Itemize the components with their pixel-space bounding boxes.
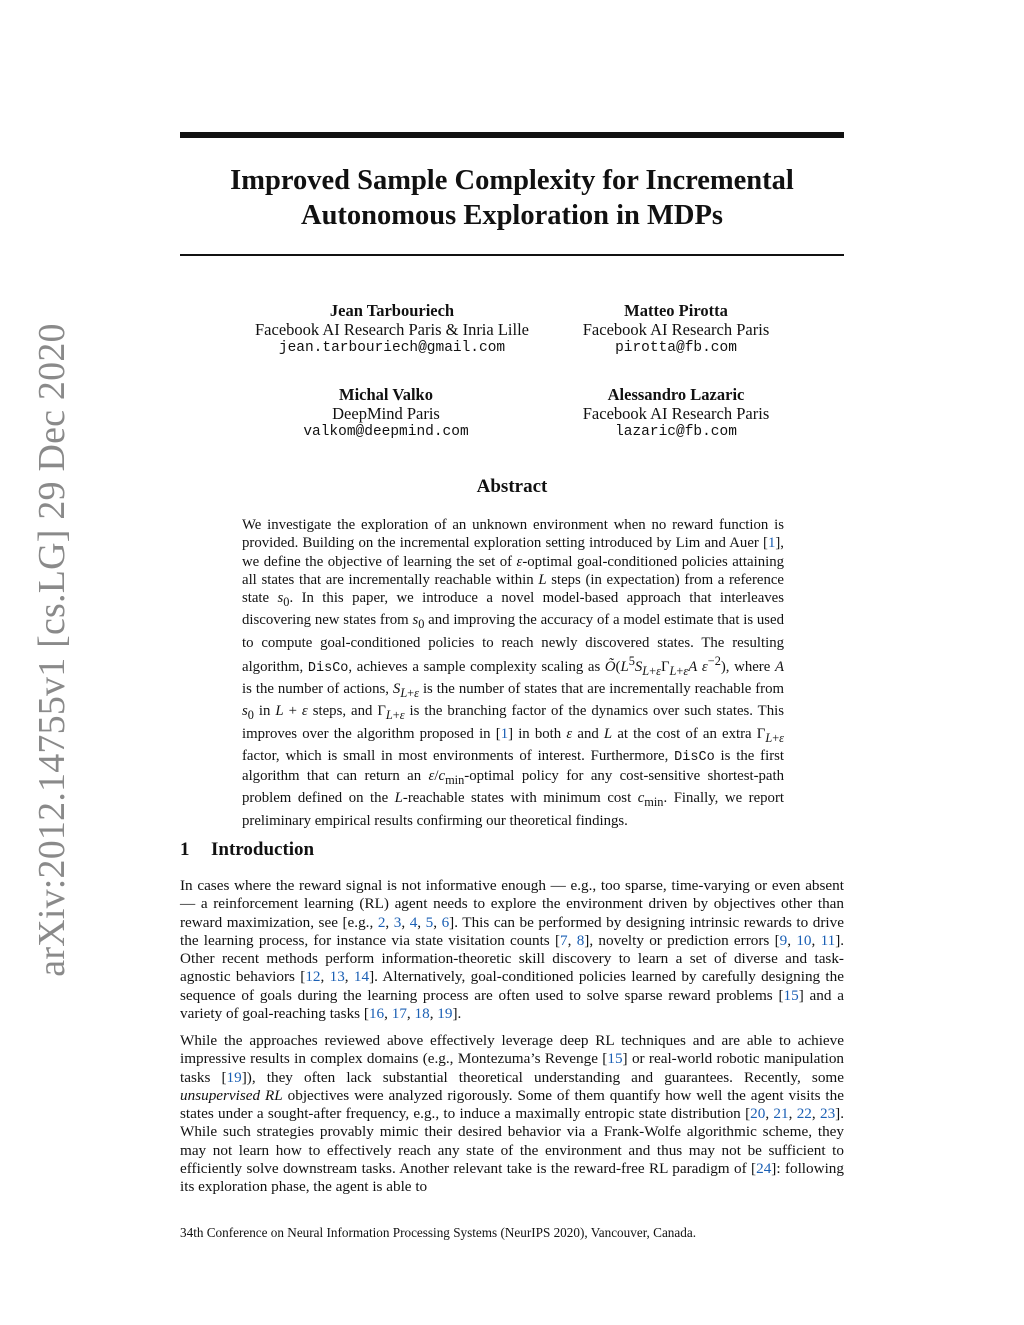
citation-link[interactable]: 14	[353, 968, 370, 986]
citation-link[interactable]: 10	[796, 931, 812, 949]
author-name: Matteo Pirotta	[624, 301, 728, 320]
section-number: 1	[180, 839, 190, 860]
author-block-2	[570, 301, 782, 358]
title-top-rule	[180, 132, 844, 138]
citation-link[interactable]: 8	[576, 931, 585, 949]
author-block-3	[262, 385, 510, 442]
author-affiliation: DeepMind Paris	[332, 404, 440, 423]
citation-link[interactable]: 1	[767, 535, 776, 552]
title-bottom-rule	[180, 254, 844, 256]
intro-paragraph-1: In cases where the reward signal is not informative enough — e.g., too sparse, time-varying or even absent — a reinforcement learning (RL) agent needs to explore the environment driven by objectives other than reward maximization, see [e.g., 2, 3, 4, 5, 6]. This can be performed by designing intrinsic rewards to drive the learning process, for instance via state visitation counts [7, 8], novelty or prediction errors [9, 10, 11]. Other recent methods perform information-theoretic skill discovery to learn a set of diverse and task-agnostic behaviors [12, 13, 14]. Alternatively, goal-conditioned policies learned by carefully designing the sequence of goals during the learning process are often used to solve sparse reward problems [15] and a variety of goal-reaching tasks [16, 17, 18, 19].	[180, 877, 845, 1023]
citation-link[interactable]: 24	[756, 1160, 772, 1178]
conference-footnote: 34th Conference on Neural Information Processing Systems (NeurIPS 2020), Vancouver, Canada.	[180, 1225, 696, 1240]
citation-link[interactable]: 17	[391, 1005, 407, 1023]
author-affiliation: Facebook AI Research Paris & Inria Lille	[255, 320, 529, 339]
citation-link[interactable]: 15	[607, 1050, 623, 1068]
citation-link[interactable]: 4	[409, 913, 418, 931]
author-block-4	[570, 385, 782, 442]
arxiv-sidebar-stamp: arXiv:2012.14755v1 [cs.LG] 29 Dec 2020	[31, 323, 73, 977]
citation-link[interactable]: 16	[368, 1005, 385, 1023]
citation-link[interactable]: 15	[783, 986, 799, 1004]
title-line-2: Autonomous Exploration in MDPs	[300, 200, 724, 231]
citation-link[interactable]: 7	[560, 931, 568, 949]
title-line-1: Improved Sample Complexity for Incremental	[230, 165, 794, 196]
paper-title	[180, 163, 844, 233]
author-block-1	[240, 301, 544, 358]
citation-link[interactable]: 1	[500, 725, 509, 742]
citation-link[interactable]: 3	[393, 913, 402, 931]
citation-link[interactable]: 18	[414, 1005, 430, 1023]
citation-link[interactable]: 23	[819, 1105, 836, 1123]
citation-link[interactable]: 5	[425, 913, 434, 931]
author-email[interactable]: jean.tarbouriech@gmail.com	[278, 340, 506, 356]
citation-link[interactable]: 9	[779, 931, 788, 949]
author-name: Alessandro Lazaric	[607, 385, 745, 404]
abstract-body: We investigate the exploration of an unknown environment when no reward function is provided. Building on the incremental exploration setting introduced by Lim and Auer [1], we define the objective of learning the set of ε-optimal goal-conditioned policies attaining all states that are incrementally reachable within L steps (in expectation) from a reference state $s_0$. In this paper, we introduce a novel model-based approach that interleaves discovering new states from $s_0$ and improving the accuracy of a model estimate that is used to compute goal-conditioned policies to reach newly discovered states. The resulting algorithm, DisCo, achieves a sample complexity scaling as $Õ(L^5S_{L+\varepsilon}\Gamma_{L+\varepsilon}A$ $\varepsilon^{-2}$), where A is the number of actions, $S_{L+\varepsilon}$ is the number of states that are incrementally reachable from $s_0$ in L + ε steps, and $\Gamma_{L+\varepsilon}$ is the branching factor of the dynamics over such states. This improves over the algorithm proposed in [1] in both ε and L at the cost of an extra $\Gamma_{L+\varepsilon}$ factor, which is small in most environments of interest. Furthermore, DisCo is the first algorithm that can return an $\varepsilon/c_{min}$-optimal policy for any cost-sensitive shortest-path problem defined on the L-reachable states with minimum cost $c_{min}$. Finally, we report preliminary empirical results confirming our theoretical findings.	[242, 517, 785, 829]
author-email[interactable]: lazaric@fb.com	[615, 424, 737, 440]
citation-link[interactable]: 22	[796, 1105, 812, 1123]
citation-link[interactable]: 2	[377, 913, 386, 931]
section-title: Introduction	[211, 839, 315, 860]
citation-link[interactable]: 20	[750, 1105, 766, 1123]
citation-link[interactable]: 11	[820, 931, 836, 949]
author-email[interactable]: pirotta@fb.com	[615, 340, 737, 356]
citation-link[interactable]: 19	[226, 1068, 242, 1086]
author-affiliation: Facebook AI Research Paris	[582, 404, 770, 423]
citation-link[interactable]: 6	[441, 913, 450, 931]
author-email[interactable]: valkom@deepmind.com	[303, 424, 469, 440]
abstract-heading: Abstract	[476, 476, 548, 497]
citation-link[interactable]: 12	[305, 968, 321, 986]
author-affiliation: Facebook AI Research Paris	[582, 320, 770, 339]
author-name: Michal Valko	[339, 385, 433, 404]
citation-link[interactable]: 19	[437, 1005, 453, 1023]
intro-paragraph-2: While the approaches reviewed above effectively leverage deep RL techniques and are able to achieve impressive results in complex domains (e.g., Montezuma’s Revenge [15] or real-world robotic manipulation tasks [19]), they often lack substantial theoretical understanding and guarantees. Recently, some unsupervised RL objectives were analyzed rigorously. Some of them quantify how well the agent visits the states under a sought-after frequency, e.g., to induce a maximally entropic state distribution [20, 21, 22, 23]. While such strategies provably mimic their desired behavior via a Frank-Wolfe algorithmic scheme, they may not learn how to effectively reach any state of the environment and thus may not be sufficient to efficiently solve downstream tasks. Another relevant take is the reward-free RL paradigm of [24]: following its exploration phase, the agent is able to	[180, 1032, 845, 1196]
citation-link[interactable]: 21	[773, 1105, 789, 1123]
citation-link[interactable]: 13	[329, 968, 345, 986]
section-heading-introduction	[180, 839, 314, 861]
author-name: Jean Tarbouriech	[329, 301, 455, 320]
